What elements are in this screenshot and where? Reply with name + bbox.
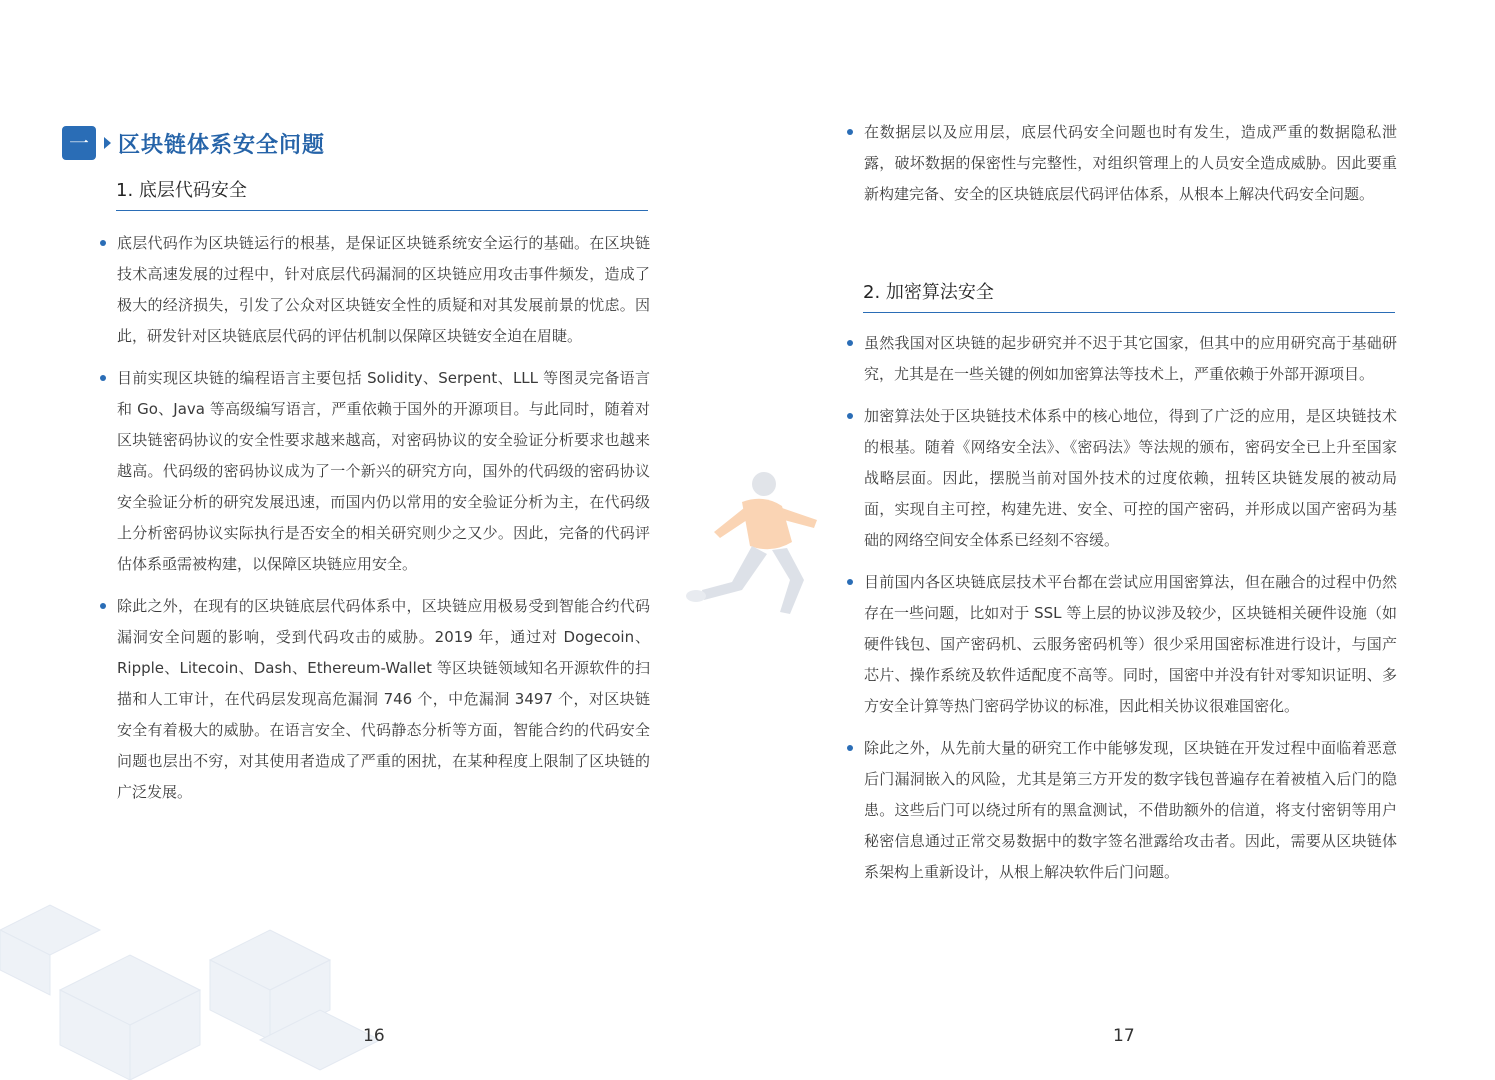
paragraph-text: 加密算法处于区块链技术体系中的核心地位，得到了广泛的应用，是区块链技术的根基。随着《网络安全法》、《密码法》等法规的颁布，密码安全已上升至国家战略层面。因此，摆脱当前对国外技术的过度依赖，扭转区块链发展的被动局面，实现自主可控，构建先进、安全、可控的国产密码，并形成以国产密码为基础的网络空间安全体系已经刻不容缓。 [864, 407, 1397, 549]
bullet-dot-icon [847, 745, 853, 751]
bullet-paragraph [98, 363, 650, 580]
bullet-dot-icon [847, 579, 853, 585]
bullet-paragraph [845, 117, 1397, 210]
page-number: 17 [1113, 1026, 1135, 1046]
bullet-dot-icon [100, 603, 106, 609]
paragraph-text: 除此之外，从先前大量的研究工作中能够发现，区块链在开发过程中面临着恶意后门漏洞嵌入的风险，尤其是第三方开发的数字钱包普遍存在着被植入后门的隐患。这些后门可以绕过所有的黑盒测试，不借助额外的信道，将支付密钥等用户秘密信息通过正常交易数据中的数字签名泄露给攻击者。因此，需要从区块链体系架构上重新设计，从根上解决软件后门问题。 [864, 739, 1397, 881]
bullet-dot-icon [100, 240, 106, 246]
right-page [747, 0, 1495, 1080]
section-header [62, 124, 325, 162]
paragraph-text: 目前实现区块链的编程语言主要包括 Solidity、Serpent、LLL 等图灵完备语言和 Go、Java 等高级编写语言，严重依赖于国外的开源项目。与此同时，随着对区块链密码协议的安全性要求越来越高，对密码协议的安全验证分析要求也越来越高。代码级的密码协议成为了一个新兴的研究方向，国外的代码级的密码协议安全验证分析的研究发展迅速，而国内仍以常用的安全验证分析为主，在代码级上分析密码协议实际执行是否安全的相关研究则少之又少。因此，完备的代码评估体系亟需被构建，以保障区块链应用安全。 [117, 369, 650, 573]
paragraph-text: 在数据层以及应用层，底层代码安全问题也时有发生，造成严重的数据隐私泄露，破坏数据的保密性与完整性，对组织管理上的人员安全造成威胁。因此要重新构建完备、安全的区块链底层代码评估体系，从根本上解决代码安全问题。 [864, 123, 1397, 203]
bullet-dot-icon [100, 375, 106, 381]
bullet-dot-icon [847, 129, 853, 135]
paragraph-text: 虽然我国对区块链的起步研究并不迟于其它国家，但其中的应用研究高于基础研究，尤其是在一些关键的例如加密算法等技术上，严重依赖于外部开源项目。 [864, 334, 1397, 383]
bullet-paragraph [845, 328, 1397, 390]
bullet-paragraph [845, 733, 1397, 888]
bullet-dot-icon [847, 340, 853, 346]
subsection-title-code-security: 1. 底层代码安全 [116, 176, 648, 211]
paragraph-text: 目前国内各区块链底层技术平台都在尝试应用国密算法，但在融合的过程中仍然存在一些问题，比如对于 SSL 等上层的协议涉及较少，区块链相关硬件设施（如硬件钱包、国产密码机、云服务密码机等）很少采用国密标准进行设计，与国产芯片、操作系统及软件适配度不高等。同时，国密中并没有针对零知识证明、多方安全计算等热门密码学协议的标准，因此相关协议很难国密化。 [864, 573, 1397, 715]
bullet-paragraph [98, 228, 650, 352]
page-number: 16 [363, 1026, 385, 1046]
bullet-list-left [98, 228, 650, 819]
background-cubes-decoration [0, 780, 420, 1080]
bullet-list-right [845, 328, 1397, 899]
paragraph-text: 底层代码作为区块链运行的根基，是保证区块链系统安全运行的基础。在区块链技术高速发展的过程中，针对底层代码漏洞的区块链应用攻击事件频发，造成了极大的经济损失，引发了公众对区块链安全性的质疑和对其发展前景的忧虑。因此，研发针对区块链底层代码的评估机制以保障区块链安全迫在眉睫。 [117, 234, 650, 345]
section-title: 区块链体系安全问题 [118, 132, 326, 158]
subsection-title-crypto-security: 2. 加密算法安全 [863, 278, 1395, 313]
left-page [0, 0, 747, 1080]
bullet-paragraph [845, 401, 1397, 556]
bullet-list-right-top [845, 117, 1397, 221]
bullet-paragraph [845, 567, 1397, 722]
triangle-arrow-icon [104, 137, 111, 149]
bullet-paragraph [98, 591, 650, 808]
paragraph-text: 除此之外，在现有的区块链底层代码体系中，区块链应用极易受到智能合约代码漏洞安全问题的影响，受到代码攻击的威胁。2019 年，通过对 Dogecoin、Ripple、Litecoin、Dash、Ethereum-Wallet 等区块链领域知名开源软件的扫描和人工审计，在代码层发现高危漏洞 746 个，中危漏洞 3497 个，对区块链安全有着极大的威胁。在语言安全、代码静态分析等方面，智能合约的代码安全问题也层出不穷，对其使用者造成了严重的困扰，在某种程度上限制了区块链的广泛发展。 [117, 597, 650, 801]
section-number-badge: 一 [62, 126, 96, 160]
bullet-dot-icon [847, 413, 853, 419]
